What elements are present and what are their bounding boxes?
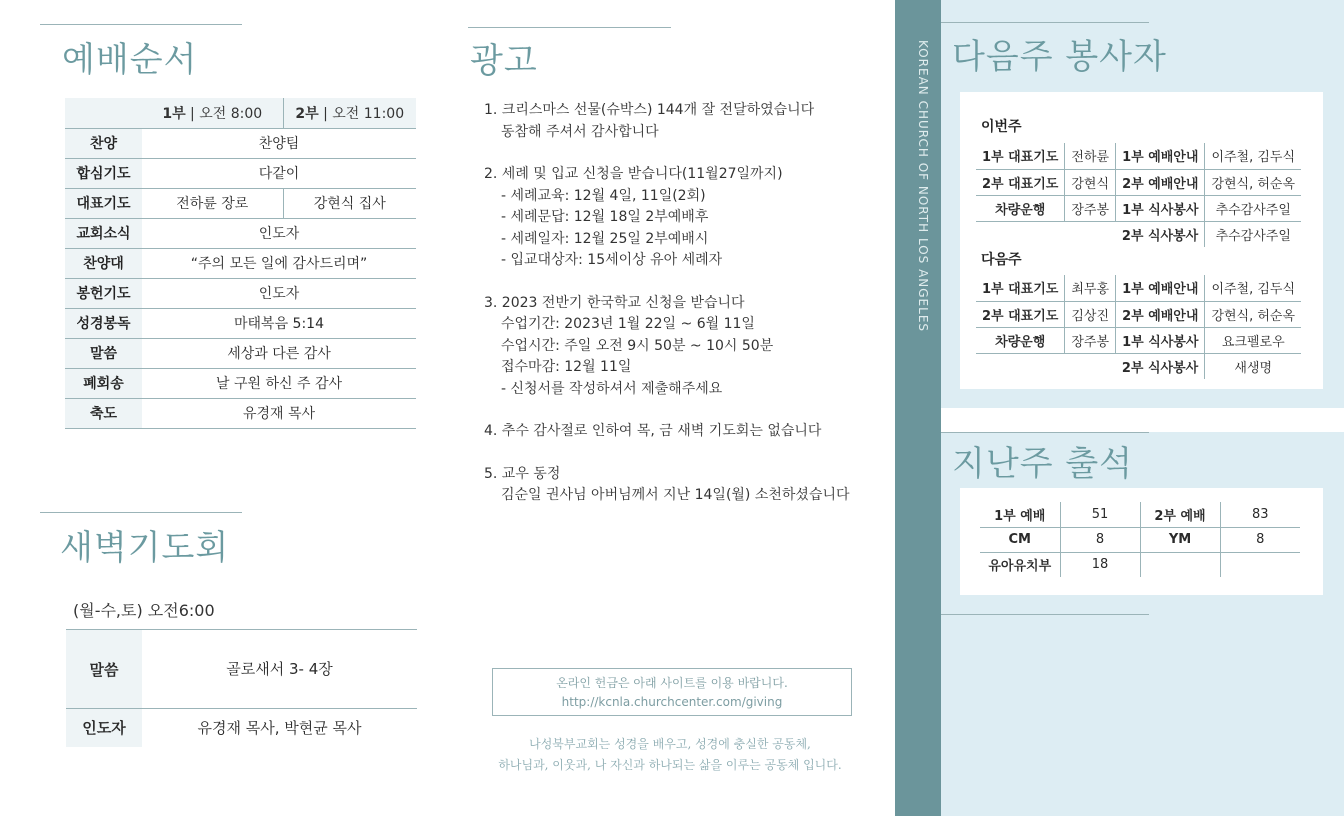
server-row: 2부 대표기도 강현식 2부 예배안내 강현식, 허순옥 [976,169,1301,195]
announcement-item: 2. 세례 및 입교 신청을 받습니다(11월27일까지) - 세례교육: 12월 4일, 11일(2회) - 세례문답: 12월 18일 2부예배후 - 세례일자: 12월 25일 2부예배시 - 입교대상자: 15세이상 유아 세례자 [484,166,783,268]
title-rule [941,432,1149,433]
panel-gap [941,408,1344,432]
church-motto: 나성북부교회는 성경을 배우고, 성경에 충실한 공동체, 하나님과, 이웃과, 나 자신과 하나되는 삶을 이루는 공동체 입니다. [498,737,842,772]
attendance-title: 지난주 출석 [952,444,1134,484]
server-row: 1부 대표기도 최무홍 1부 예배안내 이주철, 김두식 [976,275,1301,301]
title-rule [40,512,242,513]
service1-header: 1부 | 오전 8:00 [142,98,283,128]
order-row: 말씀 세상과 다른 감사 [65,338,416,368]
online-giving-box [492,668,852,716]
this-week-label: 이번주 [981,119,1022,135]
bottom-rule [941,614,1149,615]
church-name-vertical: KOREAN CHURCH OF NORTH LOS ANGELES [916,40,930,333]
server-row: 2부 식사봉사 새생명 [976,353,1301,379]
server-row: 차량운행 장주봉 1부 식사봉사 추수감사주일 [976,195,1301,221]
header-empty [65,98,142,128]
service2-header: 2부 | 오전 11:00 [283,98,416,128]
announcement-list [484,100,884,528]
title-rule [40,24,242,25]
order-row: 축도 유경재 목사 [65,398,416,428]
order-row: 찬양 찬양팀 [65,128,416,158]
attendance-row: 유아유치부 18 [980,552,1300,577]
next-week-label: 다음주 [981,252,1022,268]
worship-order-table [65,98,416,429]
order-row: 폐회송 날 구원 하신 주 감사 [65,368,416,398]
server-row: 2부 식사봉사 추수감사주일 [976,221,1301,247]
server-row: 1부 대표기도 전하륜 1부 예배안내 이주철, 김두식 [976,143,1301,169]
dawn-time: (월-수,토) 오전6:00 [73,601,215,620]
attendance-table [980,502,1300,577]
order-row: 찬양대 “주의 모든 일에 감사드리며” [65,248,416,278]
attendance-row: CM 8 YM 8 [980,527,1300,552]
order-row: 봉헌기도 인도자 [65,278,416,308]
dawn-row: 인도자 유경재 목사, 박현균 목사 [66,709,417,747]
order-title: 예배순서 [62,40,198,80]
server-row: 2부 대표기도 김상진 2부 예배안내 강현식, 허순옥 [976,301,1301,327]
order-row: 대표기도 전하륜 장로 강현식 집사 [65,188,416,218]
dawn-row: 말씀 골로새서 3- 4장 [66,630,417,709]
attendance-row: 1부 예배 51 2부 예배 83 [980,502,1300,527]
server-row: 차량운행 장주봉 1부 식사봉사 요크펠로우 [976,327,1301,353]
order-row: 성경봉독 마태복음 5:14 [65,308,416,338]
servers-title: 다음주 봉사자 [952,37,1167,77]
ann-title: 광고 [470,41,538,81]
online-giving-text: 온라인 헌금은 아래 사이트를 이용 바랍니다. [556,676,788,690]
announcement-item: 4. 추수 감사절로 인하여 목, 금 새벽 기도회는 없습니다 [484,423,822,439]
announcement-item: 1. 크리스마스 선물(슈박스) 144개 잘 전달하였습니다 동참해 주셔서 감사합니다 [484,102,815,140]
order-row: 교회소식 인도자 [65,218,416,248]
dawn-title: 새벽기도회 [60,528,230,568]
announcement-item: 5. 교우 동정 김순일 권사님 아버님께서 지난 14일(월) 소천하셨습니다 [484,465,850,503]
next-week-table [976,275,1301,379]
online-giving-link[interactable]: http://kcnla.churchcenter.com/giving [561,695,783,709]
order-row: 합심기도 다같이 [65,158,416,188]
title-rule [941,22,1149,23]
dawn-table [66,629,417,747]
this-week-table [976,143,1301,247]
announcement-item: 3. 2023 전반기 한국학교 신청을 받습니다 수업기간: 2023년 1월 22일 ~ 6월 11일 수업시간: 주일 오전 9시 50분 ~ 10시 50분 접수마감: 12월 11일 - 신청서를 작성하셔서 제출해주세요 [484,294,774,397]
title-rule [468,27,671,28]
